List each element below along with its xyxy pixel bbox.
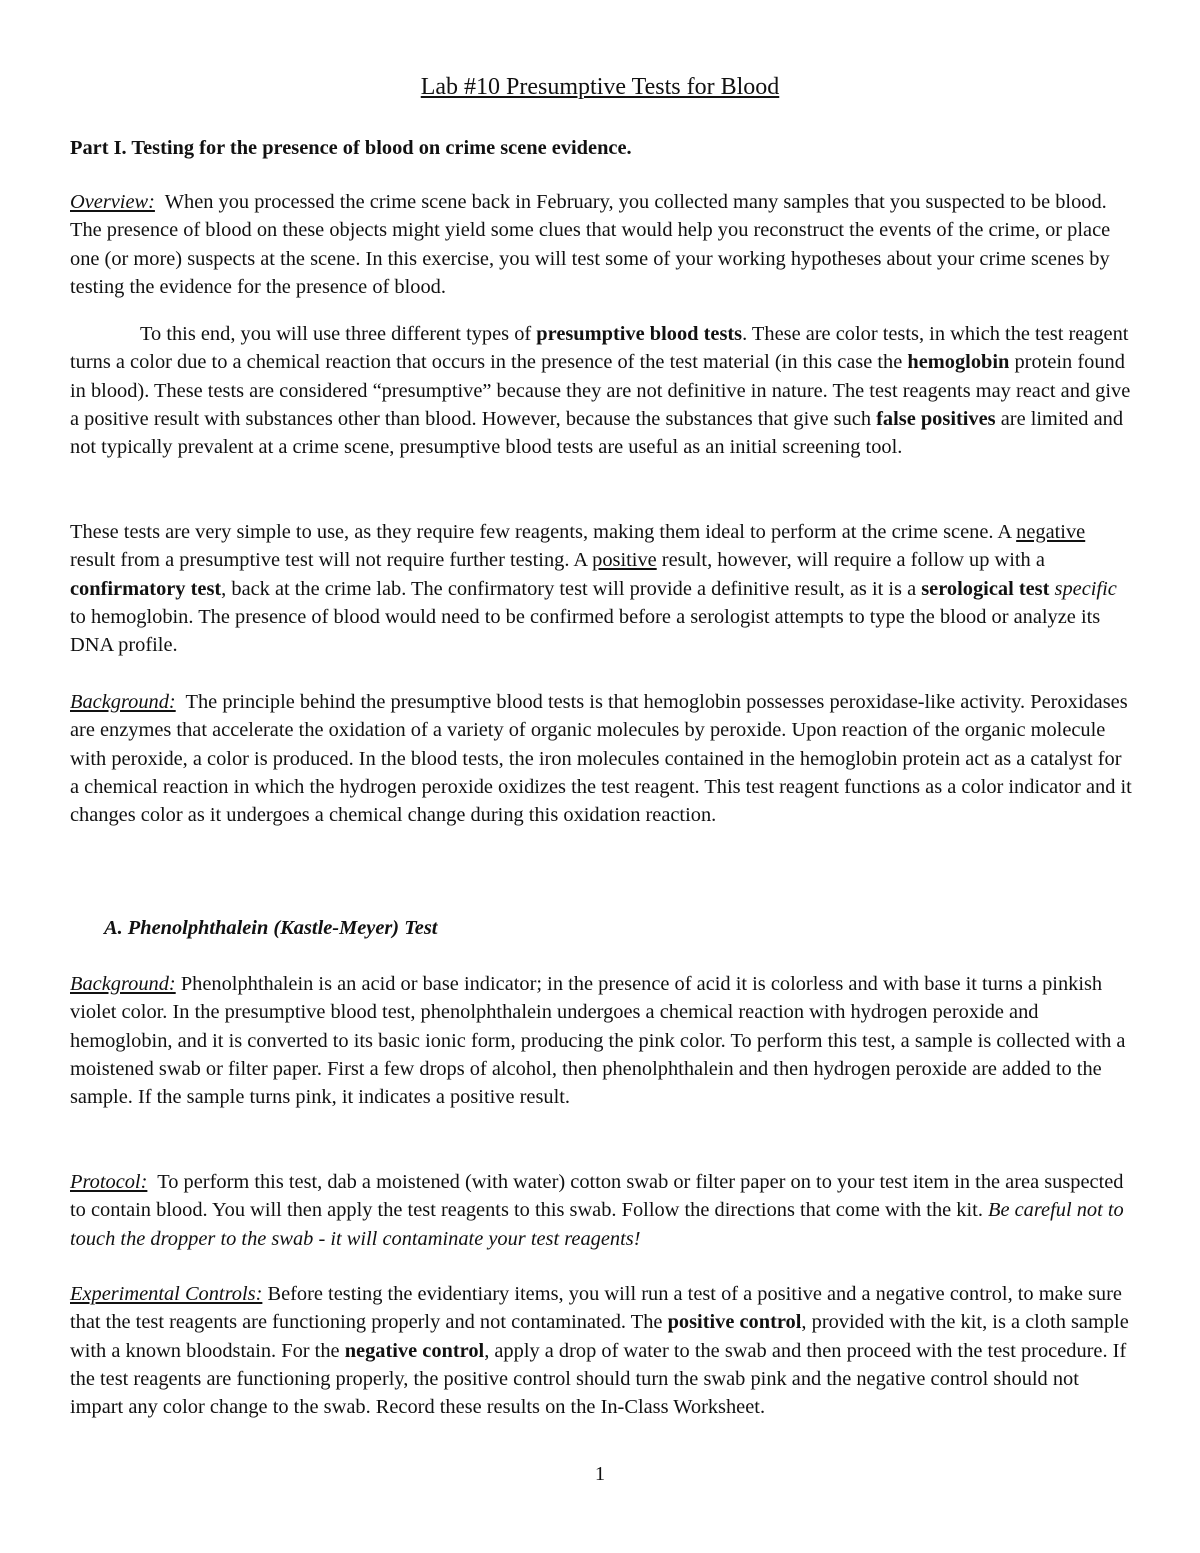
intro-bold-1: presumptive blood tests <box>536 323 743 345</box>
section-a-background-text: Phenolphthalein is an acid or base indicator; in the presence of acid it is colorless and with base it turns a pinkish violet color. In the presumptive blood test, phenolphthalein undergoes a chemical reaction with hydrogen peroxide and hemoglobin, and it is converted to its basic ionic form, producing the pink color. To perform this test, a sample is collected with a moistened swab or filter paper. First a few drops of alcohol, then phenolphthalein and then hydrogen peroxide are added to the sample. If the sample turns pink, it indicates a positive result. <box>70 973 1126 1109</box>
overview-paragraph <box>70 188 1132 301</box>
intro-text-1: To this end, you will use three different types of <box>140 323 537 345</box>
page-title: Lab #10 Presumptive Tests for Blood <box>420 74 780 100</box>
section-a-heading: A. Phenolphthalein (Kastle-Meyer) Test <box>104 917 438 939</box>
intro-bold-3: false positives <box>876 407 996 430</box>
intro-paragraph <box>70 320 1132 461</box>
background-paragraph <box>70 688 1132 829</box>
tests-italic-1: specific <box>1054 577 1117 600</box>
intro-text-4: are limited and not typically prevalent at a crime scene, presumptive blood tests are useful as an initial screening tool. <box>70 407 1124 459</box>
protocol-text: To perform this test, dab a moistened (with water) cotton swab or filter paper on to your test item in the area suspected to contain blood. You will then apply the test reagents to this swab. Follow the directions that come with the kit. <box>70 1171 1124 1222</box>
overview-label: Overview: <box>70 191 155 213</box>
tests-bold-1: confirmatory test <box>70 577 222 600</box>
part-heading: Part I. Testing for the presence of blood on crime scene evidence. <box>70 137 632 159</box>
tests-paragraph <box>70 518 1132 659</box>
section-a-background-paragraph <box>70 970 1132 1111</box>
tests-bold-2: serological test <box>921 577 1050 600</box>
overview-text: When you processed the crime scene back in February, you collected many samples that you suspected to be blood. The presence of blood on these objects might yield some clues that would help you reconstruct the events of the crime, or place one (or more) suspects at the scene. In this exercise, you will test some of your working hypotheses about your crime scenes by testing the evidence for the presence of blood. <box>70 191 1111 298</box>
tests-text-3: result, however, will require a follow up with a <box>656 549 1045 572</box>
controls-text-3: , apply a drop of water to the swab and then proceed with the test procedure. If the test reagents are functioning properly, the positive control should turn the swab pink and the negative control should not impart any color change to the swab. Record these results on the In-Class Worksheet. <box>70 1339 1127 1419</box>
intro-text-3: protein found in blood). These tests are considered “presumptive” because they are not definitive in nature. The test reagents may react and give a positive result with substances other than blood. However, because the substances that give such <box>70 351 1131 430</box>
controls-text-2: , provided with the kit, is a cloth sample with a known bloodstain. For the <box>70 1311 1129 1362</box>
protocol-paragraph <box>70 1168 1132 1253</box>
controls-bold-1: positive control <box>667 1311 802 1334</box>
background-label: Background: <box>70 691 176 713</box>
tests-text-6: to hemoglobin. The presence of blood would need to be confirmed before a serologist attempts to type the blood or analyze its DNA profile. <box>70 605 1101 657</box>
tests-underline-1: negative <box>1016 521 1086 543</box>
page-number: 1 <box>594 1463 606 1485</box>
tests-text-1: These tests are very simple to use, as they require few reagents, making them ideal to perform at the crime scene. A <box>70 521 1017 543</box>
intro-bold-2: hemoglobin <box>907 351 1010 374</box>
controls-bold-2: negative control <box>344 1339 485 1362</box>
tests-text-4: , back at the crime lab. The confirmatory test will provide a definitive result, as it is a <box>221 577 922 600</box>
tests-text-2: result from a presumptive test will not require further testing. A <box>70 549 593 572</box>
protocol-label: Protocol: <box>70 1171 148 1193</box>
intro-text-2: . These are color tests, in which the test reagent turns a color due to a chemical reaction that occurs in the presence of the test material (in this case the <box>70 323 1129 374</box>
tests-underline-2: positive <box>592 549 657 572</box>
protocol-warning: Be careful not to touch the dropper to the swab - it will contaminate your test reagents! <box>70 1199 1124 1250</box>
background-text: The principle behind the presumptive blood tests is that hemoglobin possesses peroxidase-like activity. Peroxidases are enzymes that accelerate the oxidation of a variety of organic molecules by peroxide. Upon reaction of the organic molecule with peroxide, a color is produced. In the blood tests, the iron molecules contained in the hemoglobin protein act as a catalyst for a chemical reaction in which the hydrogen peroxide oxidizes the test reagent. This test reagent functions as a color indicator and it changes color as it undergoes a chemical change during this oxidation reaction. <box>70 691 1132 827</box>
controls-paragraph <box>70 1280 1132 1421</box>
section-a-background-label: Background: <box>70 973 176 995</box>
controls-label: Experimental Controls: <box>70 1283 263 1305</box>
controls-text-1: Before testing the evidentiary items, you will run a test of a positive and a negative control, to make sure that the test reagents are functioning properly and not contaminated. The <box>70 1283 1122 1334</box>
